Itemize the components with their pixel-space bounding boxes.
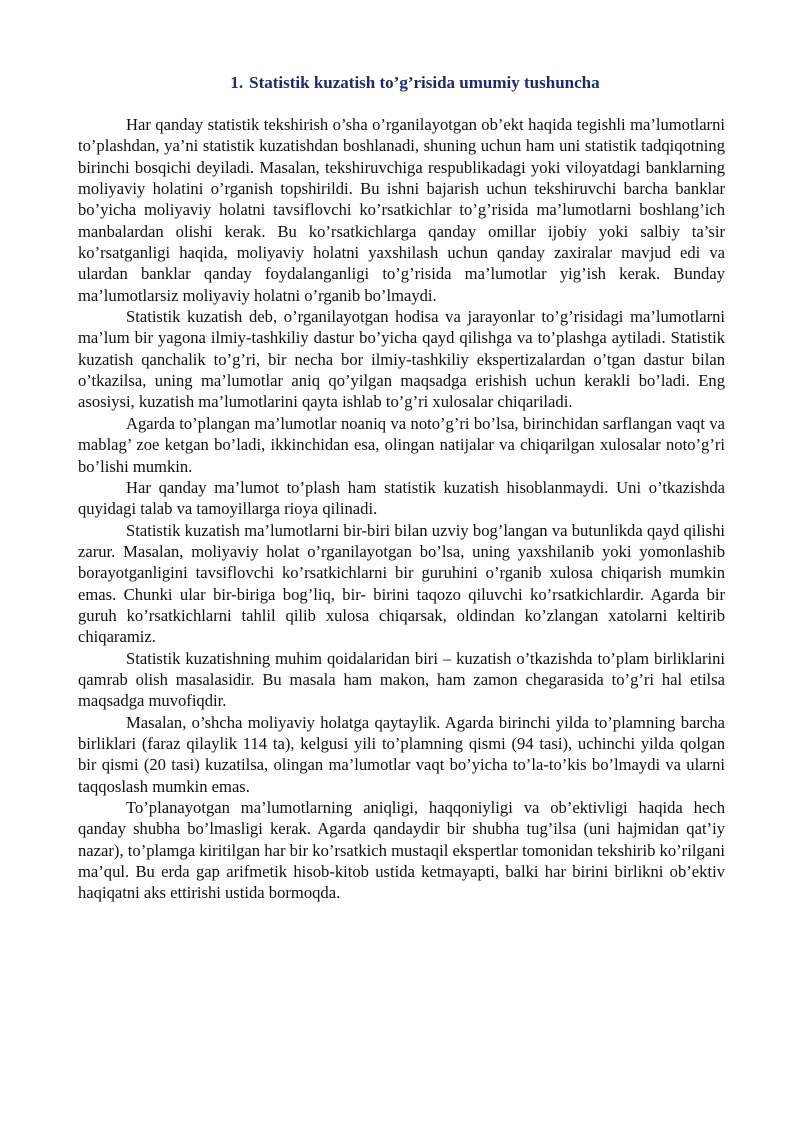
paragraph: Statistik kuzatishning muhim qoidalaridan biri – kuzatish o’tkazishda to’plam birliklarini qamrab olish masalasidir. Bu masala ham makon, ham zamon chegarasida to’g’ri hal etilsa maqsadga muvofiqdir. xyxy=(78,648,725,711)
paragraph: Har qanday ma’lumot to’plash ham statistik kuzatish hisoblanmaydi. Uni o’tkazishda quyidagi talab va tamoyillarga rioya qilinadi. xyxy=(78,477,725,519)
paragraph: Har qanday statistik tekshirish o’sha o’rganilayotgan ob’ekt haqida tegishli ma’lumotlarni to’plashdan, ya’ni statistik kuzatishdan boshlanadi, shuning uchun ham uni statistik tadqiqotning birinchi bosqichi deyiladi. Masalan, tekshiruvchiga respublikadagi yoki viloyatdagi banklarning moliyaviy holatini o’rganish topshirildi. Bu ishni bajarish uchun tekshiruvchi barcha banklar bo’yicha moliyaviy holatni tavsiflovchi ko’rsatkichlar to’g’risida ma’lumotlarni boshlang’ich manbalardan olishi kerak. Bu ko’rsatkichlarga qanday omillar ijobiy yoki salbiy ta’sir ko’rsatganligi haqida, moliyaviy holatni yaxshilash uchun qanday zaxiralar mavjud edi va ulardan banklar qanday foydalanganligi to’g’risida ma’lumotlar yig’ish kerak. Bunday ma’lumotlarsiz moliyaviy holatni o’rganib bo’lmaydi. xyxy=(78,115,725,305)
section-title: Statistik kuzatish to’g’risida umumiy tushuncha xyxy=(249,73,600,92)
paragraph: Statistik kuzatish ma’lumotlarni bir-biri bilan uzviy bog’langan va butunlikda qayd qilishi zarur. Masalan, moliyaviy holat o’rganilayotgan bo’lsa, uning yaxshilanib yoki yomonlashib borayotganligini tavsiflovchi ko’rsatkichlarni bir guruhini o’rganib xulosa chiqarish mumkin emas. Chunki ular bir-biriga bog’liq, bir- birini taqozo qiluvchi ko’rsatkichlardir. Agarda bir guruh ko’rsatkichlarni tahlil qilib xulosa chiqarsak, oldindan ko’zlangan xatolarni keltirib chiqaramiz. xyxy=(78,520,725,647)
section-heading xyxy=(0,72,800,94)
section-number: 1. xyxy=(230,73,244,92)
body-text xyxy=(78,114,725,904)
paragraph: Masalan, o’shcha moliyaviy holatga qaytaylik. Agarda birinchi yilda to’plamning barcha birliklari (faraz qilaylik 114 ta), kelgusi yili to’plamning qismi (94 tasi), uchinchi yilda qolgan bir qismi (20 tasi) kuzatilsa, olingan ma’lumotlar vaqt bo’yicha to’la-to’kis bo’lmaydi va ularni taqqoslash mumkin emas. xyxy=(78,712,725,796)
paragraph: Agarda to’plangan ma’lumotlar noaniq va noto’g’ri bo’lsa, birinchidan sarflangan vaqt va mablag’ zoe ketgan bo’ladi, ikkinchidan esa, olingan natijalar va chiqarilgan xulosalar noto’g’ri bo’lishi mumkin. xyxy=(78,413,725,476)
paragraph: Statistik kuzatish deb, o’rganilayotgan hodisa va jarayonlar to’g’risidagi ma’lumotlarni ma’lum bir yagona ilmiy-tashkiliy dastur bo’yicha qayd qilishga va to’plashga aytiladi. Statistik kuzatish qanchalik to’g’ri, bir necha bor ilmiy-tashkiliy ekspertizalardan o’tgan dastur bilan o’tkazilsa, uning ma’lumotlar aniq qo’yilgan maqsadga erishish uchun kerakli bo’ladi. Eng asosiysi, kuzatish ma’lumotlarini qayta ishlab to’g’ri xulosalar chiqariladi. xyxy=(78,307,725,412)
paragraph: To’planayotgan ma’lumotlarning aniqligi, haqqoniyligi va ob’ektivligi haqida hech qanday shubha bo’lmasligi kerak. Agarda qandaydir bir shubha tug’ilsa (uni hajmidan qat’iy nazar), to’plamga kiritilgan har bir ko’rsatkich mustaqil ekspertlar tomonidan tekshirib ko’rilgani ma’qul. Bu erda gap arifmetik hisob-kitob ustida ketmayapti, balki har birini birlikni ob’ektiv haqiqatni aks ettirishi ustida bormoqda. xyxy=(78,798,725,903)
